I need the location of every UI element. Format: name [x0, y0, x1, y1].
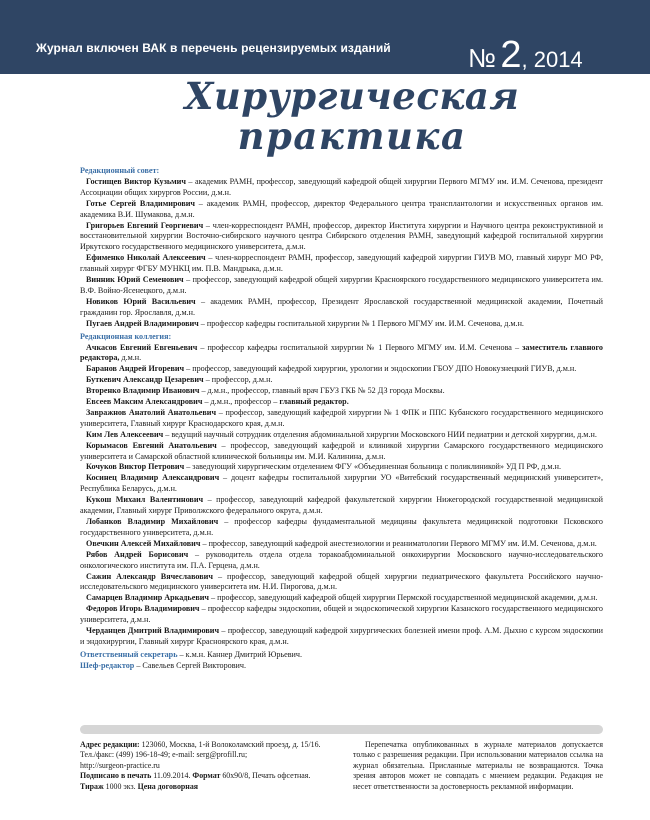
secretary-label: Ответственный секретарь	[80, 649, 178, 659]
member-name: Завражнов Анатолий Анатольевич	[86, 407, 217, 417]
website-link[interactable]: http://surgeon-practice.ru	[80, 760, 160, 770]
member-desc: – профессор, заведующий кафедрой общей хирургии Красноярского государственного медицинского университета им. В.Ф. Войно-Ясенецкого, д.м.н.	[80, 275, 604, 295]
member-entry	[80, 199, 603, 221]
board-list	[80, 364, 603, 397]
member-name: Овечкин Алексей Михайлович	[86, 538, 201, 548]
member-entry	[80, 593, 603, 604]
member-entry	[80, 462, 603, 473]
member-desc: – д.м.н., профессор, главный врач ГБУЗ ГКБ № 52 ДЗ города Москвы.	[199, 386, 445, 396]
run-value: 1000 экз.	[103, 781, 138, 791]
publisher-address	[80, 740, 332, 792]
member-desc: – профессор, заведующий кафедрой анестезиологии и реаниматологии Первого МГМУ им. И.М. Сеченова, д.м.н.	[200, 538, 597, 548]
issue-label: №	[468, 43, 496, 73]
divider-bar	[80, 725, 603, 734]
member-name: Ачкасов Евгений Евгеньевич	[86, 342, 198, 352]
member-desc: – д.м.н., профессор –	[202, 397, 280, 407]
council-heading: Редакционный совет:	[80, 166, 160, 175]
member-name: Ким Лев Алексеевич	[86, 429, 164, 439]
member-entry	[80, 275, 603, 297]
member-name: Кочуков Виктор Петрович	[86, 462, 185, 472]
member-name: Новиков Юрий Васильевич	[86, 296, 196, 306]
member-desc: – профессор, заведующий кафедрой хирургии, урологии и эндоскопии ГБОУ ДПО Новокузнецкий ГИУВ, д.м.н.	[184, 364, 577, 374]
board-member-chief	[80, 397, 603, 408]
member-desc: – профессор, заведующий кафедрой и клиникой хирургии Самарского государственного медицинского университета и Самарской областной клинической больницы им. М.И. Калинина, д.м.н.	[80, 440, 603, 461]
member-name: Вторенко Владимир Иванович	[86, 386, 200, 396]
header-band	[0, 0, 650, 74]
member-desc: – член-корреспондент РАМН, профессор, заведующий кафедрой хирургии ГИУВ МО, главный хирург МО РФ, главный хирург ФГБУ МУНКЦ им. П.В. Мандрыка, д.м.н.	[80, 253, 603, 274]
editor-value: – Савельев Сергей Викторович.	[134, 660, 247, 670]
member-name: Буткевич Александр Цезаревич	[86, 375, 204, 385]
member-entry	[80, 441, 603, 463]
address-line	[80, 740, 332, 761]
member-desc: – профессор кафедры госпитальной хирургии № 1 Первого МГМУ им. И.М. Сеченова –	[197, 342, 523, 352]
member-desc: – профессор, заведующий кафедрой факультетской хирургии Нижегородской государственной медицинской академии, Главный хирург Приволжского федерального округа, д.м.н.	[80, 495, 603, 516]
member-role: заместитель главного редактора,	[80, 342, 603, 363]
member-desc: – профессор, заведующий кафедрой хирургических болезней имени проф. А.М. Дыхно с курсом эндоскопии и эндохирургии, Главный хирург Красноярского края, д.м.н.	[80, 626, 603, 646]
member-name: Кукош Михаил Валентинович	[86, 495, 204, 505]
vak-note: Журнал включен ВАК в перечень рецензируемых изданий	[36, 41, 391, 55]
address-label: Адрес редакции:	[80, 740, 140, 749]
print-info	[80, 771, 332, 781]
member-entry	[80, 572, 603, 594]
member-role: главный редактор.	[279, 397, 349, 407]
member-name: Корымасов Евгений Анатольевич	[86, 440, 217, 450]
member-entry	[80, 253, 603, 275]
member-desc: – профессор кафедры госпитальной хирургии № 1 Первого МГМУ им. И.М. Сеченова, д.м.н.	[198, 318, 524, 328]
copyright-notice: Перепечатка опубликованных в журнале материалов допускается только с разрешения редакции. При использовании материалов ссылка на журнал обязательна. Присланные материалы не возвращаются. Точка зрения авторов может не совпадать с мнением редакции. Редакция не несет ответственности за достоверность рекламной информации.	[353, 740, 603, 791]
member-desc: – профессор, заведующий кафедрой общей хирургии Пермской государственной медицинской академии, д.м.н.	[208, 593, 598, 603]
masthead-content	[80, 166, 603, 672]
member-name: Федоров Игорь Владимирович	[86, 604, 200, 614]
member-name: Самарцев Владимир Аркадьевич	[86, 593, 209, 603]
member-entry	[80, 539, 603, 550]
format-label: Формат	[192, 771, 221, 781]
print-date: 11.09.2014.	[151, 771, 193, 781]
member-name: Рябов Андрей Борисович	[86, 549, 189, 559]
run-label: Тираж	[80, 781, 104, 791]
member-name: Ефименко Николай Алексеевич	[86, 253, 206, 263]
member-entry	[80, 408, 603, 430]
member-desc: – академик РАМН, профессор, заведующий кафедрой общей хирургии Первого МГМУ им. И.М. Сеченова, президент Ассоциации общих хирургов России, д.м.н.	[80, 176, 603, 197]
member-entry	[80, 430, 603, 441]
executive-secretary	[80, 650, 603, 661]
member-entry	[80, 364, 603, 375]
member-entry	[80, 375, 603, 386]
member-desc: – профессор, д.м.н.	[203, 375, 273, 385]
run-info	[80, 782, 332, 792]
member-entry	[80, 386, 603, 397]
member-name: Лобанков Владимир Михайлович	[86, 517, 219, 526]
board-heading: Редакционная коллегия:	[80, 331, 172, 341]
member-entry	[80, 473, 603, 495]
member-desc: – профессор кафедры эндоскопии, общей и эндоскопической хирургии Казанского государственного медицинского университета, д.м.н.	[80, 604, 603, 625]
member-desc: – профессор, заведующий кафедрой хирургии № 1 ФПК и ППС Кубанского государственного медицинского университета, Главный хирург Краснодарского края, д.м.н.	[80, 407, 604, 428]
issue-num: 2	[500, 34, 522, 76]
member-desc: – академик РАМН, профессор, директор Федерального центра трансплантологии и искусственных органов им. академика В.И. Шумакова, д.м.н.	[80, 198, 603, 219]
member-entry	[80, 319, 603, 330]
member-desc: – профессор, заведующий кафедрой общей хирургии педиатрического факультета Российского научно-исследовательского медицинского университета им. Н.И. Пирогова, д.м.н.	[80, 571, 603, 592]
member-name: Пугаев Андрей Владимирович	[86, 318, 199, 328]
board-member	[80, 343, 603, 365]
chief-editor-staff	[80, 661, 603, 672]
member-name: Григорьев Евгений Георгиевич	[86, 220, 204, 230]
member-entry	[80, 495, 603, 517]
member-entry	[80, 517, 603, 539]
price: Цена договорная	[137, 781, 199, 791]
member-name: Косинец Владимир Александрович	[86, 473, 220, 483]
member-name: Гостищев Виктор Кузьмич	[86, 176, 186, 186]
member-name: Винник Юрий Семенович	[86, 275, 184, 285]
format-value: 60х90/8, Печать офсетная.	[220, 771, 311, 781]
issue-number	[468, 36, 583, 74]
secretary-value: – к.м.н. Каннер Дмитрий Юрьевич.	[177, 649, 303, 659]
member-entry	[80, 604, 603, 626]
member-entry	[80, 626, 603, 648]
member-name: Готье Сергей Владимирович	[86, 198, 195, 208]
address-text: 123060, Москва, 1-й Волоколамский проезд, д. 15/16. Тел./факс: (499) 196-18-49; e-mail: serg@profill.ru;	[80, 740, 321, 760]
member-entry	[80, 550, 603, 572]
member-desc: – профессор кафедры фундаментальной медицины факультета медицинской подготовки Псковского государственного университета, д.м.н.	[80, 517, 603, 537]
member-name: Сажин Александр Вячеславович	[86, 571, 213, 581]
member-desc: – ведущий научный сотрудник отделения абдоминальной хирургии Московского НИИ педиатрии и детской хирургии, д.м.н.	[163, 429, 597, 439]
editor-label: Шеф-редактор	[80, 660, 135, 670]
council-list	[80, 177, 603, 330]
issue-year: , 2014	[521, 47, 583, 72]
member-name: Баранов Андрей Игоревич	[86, 364, 185, 374]
member-desc: – руководитель отдела отдела торакоабдоминальной онкохирургии Московского научно-исследовательского онкологического института им. П.А. Герцена, д.м.н.	[80, 549, 603, 570]
member-name: Евсеев Максим Александрович	[86, 397, 203, 407]
print-label: Подписано в печать	[80, 771, 152, 781]
member-desc: – заведующий хирургическим отделением ФГУ «Объединенная больница с поликлиникой» УД П РФ, д.м.н.	[184, 462, 561, 472]
member-entry	[80, 297, 603, 319]
member-tail: д.м.н.	[119, 353, 142, 363]
member-desc: – академик РАМН, профессор, Президент Ярославской государственной медицинской академии, Почетный гражданин гор. Ярославля, д.м.н.	[80, 296, 604, 317]
member-entry	[80, 177, 603, 199]
member-name: Черданцев Дмитрий Владимирович	[86, 626, 220, 636]
board-list	[80, 408, 603, 648]
journal-title-line1: Хирургическая	[184, 74, 520, 118]
member-desc: – доцент кафедры госпитальной хирургии УО «Витебский государственный медицинский университет», Республика Беларусь, д.м.н.	[80, 473, 603, 494]
journal-title-line2: практика	[237, 114, 467, 158]
member-desc: – член-корреспондент РАМН, профессор, директор Института хирургии и Научного центра реконструктивной и восстановительной хирургии Восточно-сибирского научного центра Сибирского отделения РАМН, заведующий кафедрой госпитальной хирургии Иркутского государственного медицинского университета, д.м.н.	[80, 220, 603, 252]
member-entry	[80, 221, 603, 254]
